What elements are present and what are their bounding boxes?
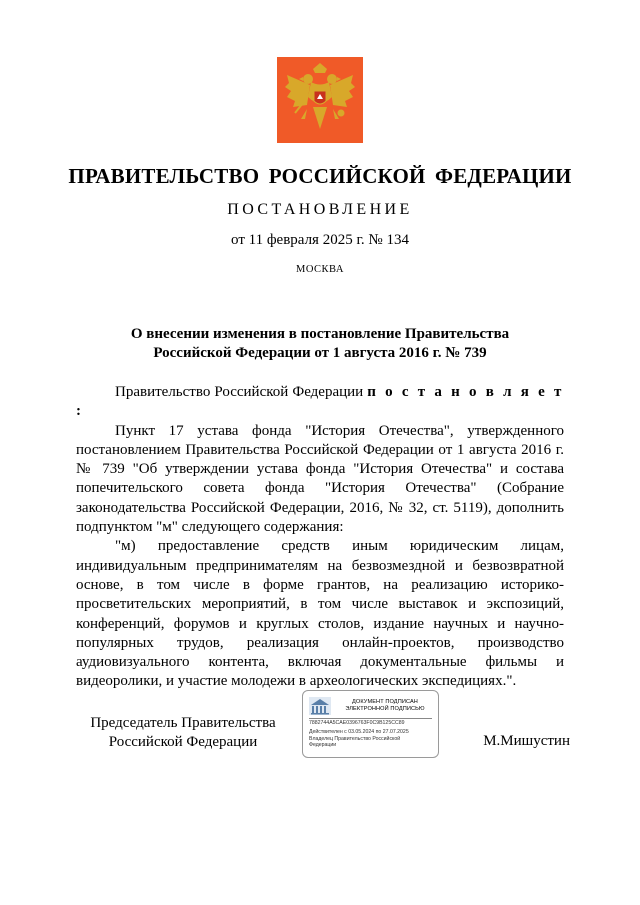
document-date-number: от 11 февраля 2025 г. № 134 xyxy=(231,232,409,248)
document-body xyxy=(76,383,564,692)
document-heading xyxy=(60,325,580,363)
heading-line-1: О внесении изменения в постановление Правительства xyxy=(130,326,510,342)
intro-decree-word: п о с т а н о в л я е т : xyxy=(76,384,564,420)
stamp-header-line-2: ЭЛЕКТРОННОЙ ПОДПИСЬЮ xyxy=(345,706,425,712)
stamp-owner-line-2: Федерации xyxy=(309,742,337,748)
coat-of-arms-emblem xyxy=(277,57,363,143)
stamp-certificate: 7882744A5CAE0396763F0C9B125CC89 xyxy=(309,720,405,726)
stamp-divider xyxy=(309,718,432,719)
stamp-header-line-1: ДОКУМЕНТ ПОДПИСАН xyxy=(352,699,418,705)
stamp-owner-line-1: Владелец Правительство Российской xyxy=(309,736,401,742)
resolution-intro xyxy=(76,383,564,422)
paragraph-2: "м) предоставление средств иным юридическим лицам, индивидуальным предпринимателям на безвозмездной и безвозвратной основе, в том числе в форме грантов, на реализацию историко-просветительских мероприятий, в том числе выставок и экспозиций, конференций, форумов и круглых столов, издание научных и научно-популярных трудов, реализация онлайн-проектов, производство аудиовизуального контента, включая документальные фильмы и видеоролики, и участие молодежи в археологических экспедициях.". xyxy=(76,538,564,690)
stamp-validity: Действителен с 03.05.2024 по 27.07.2025 xyxy=(309,729,409,735)
document-city: МОСКВА xyxy=(296,264,344,275)
signatory-position-line-2: Российской Федерации xyxy=(108,734,258,750)
stamp-header xyxy=(337,699,433,713)
electronic-signature-stamp xyxy=(302,690,439,758)
document-type: ПОСТАНОВЛЕНИЕ xyxy=(227,201,413,218)
heading-line-2: Российской Федерации от 1 августа 2016 г. № 739 xyxy=(153,345,487,361)
signatory-name: М.Мишустин xyxy=(483,733,570,749)
government-title: ПРАВИТЕЛЬСТВО РОССИЙСКОЙ ФЕДЕРАЦИИ xyxy=(68,164,572,188)
government-building-icon xyxy=(309,697,331,715)
signatory-position xyxy=(78,714,288,752)
paragraph-1: Пункт 17 устава фонда "История Отечества", утвержденного постановлением Правительства Российской Федерации от 1 августа 2016 г. № 739 "Об утверждении устава фонда "История Отечества" и состава попечительского совета фонда "История Отечества" (Собрание законодательства Российской Федерации, 2016, № 32, ст. 5119), дополнить подпунктом "м" следующего содержания: xyxy=(76,422,564,536)
double-headed-eagle-icon xyxy=(277,57,363,143)
signatory-position-line-1: Председатель Правительства xyxy=(90,715,276,731)
intro-text: Правительство Российской Федерации xyxy=(115,384,368,400)
